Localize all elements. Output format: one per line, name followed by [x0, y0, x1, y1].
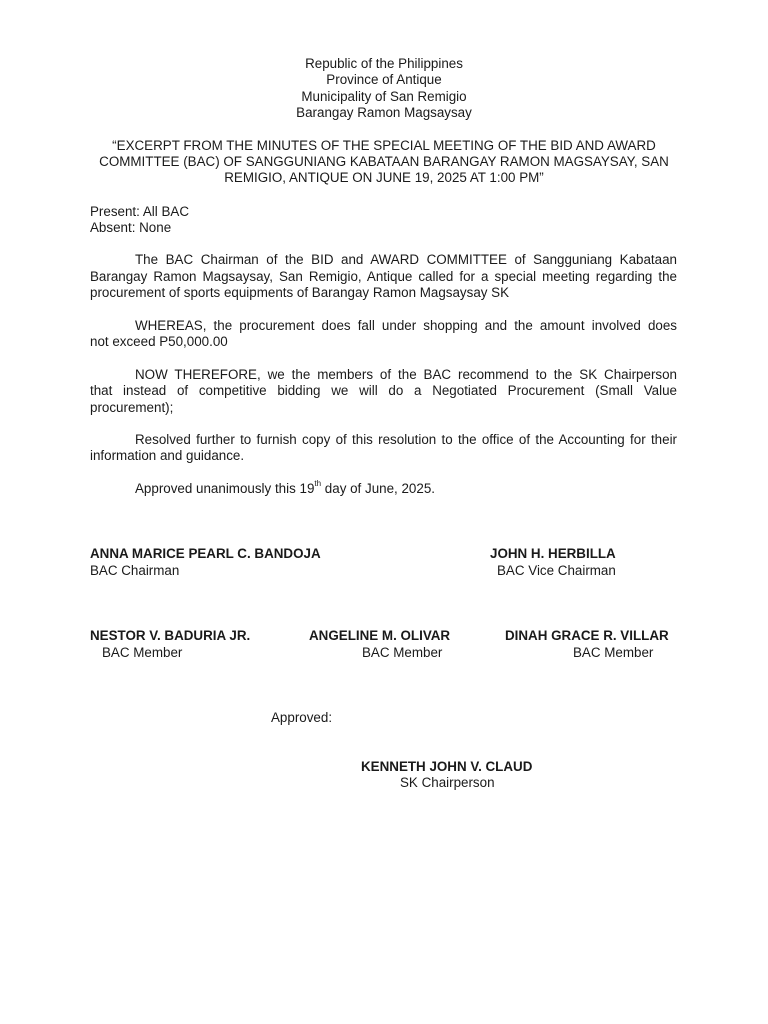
approval-date-text-end: day of June, 2025. [321, 481, 435, 496]
vice-chairman-name: JOHN H. HERBILLA [490, 546, 616, 561]
paragraph-3-line-3: procurement); [90, 400, 174, 415]
paragraph-1-line-1: The BAC Chairman of the BID and AWARD COMMITTEE of Sangguniang Kabataan [135, 252, 677, 267]
paragraph-4-line-2: information and guidance. [90, 448, 245, 463]
vice-chairman-title: BAC Vice Chairman [497, 563, 616, 578]
approved-label: Approved: [271, 710, 333, 725]
member-2-title: BAC Member [362, 645, 443, 660]
paragraph-2-line-2: not exceed P50,000.00 [90, 334, 228, 349]
paragraph-4-line-1: Resolved further to furnish copy of this resolution to the office of the Accounting for their [135, 432, 677, 447]
paragraph-3-line-2: that instead of competitive bidding we will do a Negotiated Procurement (Small Value [90, 383, 677, 398]
paragraph-1-line-2: Barangay Ramon Magsaysay, San Remigio, Antique called for a special meeting regarding the [90, 269, 677, 284]
approval-date-ordinal: th [314, 479, 322, 488]
header-municipality: Municipality of San Remigio [301, 89, 467, 104]
header-republic: Republic of the Philippines [305, 56, 463, 71]
paragraph-1-line-3: procurement of sports equipments of Barangay Ramon Magsaysay SK [90, 285, 510, 300]
member-3-title: BAC Member [573, 645, 654, 660]
sk-chairperson-title: SK Chairperson [400, 775, 495, 790]
present-line: Present: All BAC [90, 204, 189, 219]
sk-chairperson-name: KENNETH JOHN V. CLAUD [361, 759, 533, 774]
chairman-title: BAC Chairman [90, 563, 180, 578]
document-title-line-3: REMIGIO, ANTIQUE ON JUNE 19, 2025 AT 1:00 PM” [224, 170, 544, 185]
document-title-line-2: COMMITTEE (BAC) OF SANGGUNIANG KABATAAN BARANGAY RAMON MAGSAYSAY, SAN [99, 154, 669, 169]
approval-date-text: Approved unanimously this 19 [135, 481, 315, 496]
approval-date-line [135, 481, 435, 496]
paragraph-2-line-1: WHEREAS, the procurement does fall under shopping and the amount involved does [135, 318, 677, 333]
member-2-name: ANGELINE M. OLIVAR [309, 628, 451, 643]
member-3-name: DINAH GRACE R. VILLAR [505, 628, 669, 643]
paragraph-3-line-1: NOW THEREFORE, we the members of the BAC recommend to the SK Chairperson [135, 367, 677, 382]
header-barangay: Barangay Ramon Magsaysay [296, 105, 472, 120]
absent-line: Absent: None [90, 220, 172, 235]
chairman-name: ANNA MARICE PEARL C. BANDOJA [90, 546, 321, 561]
header-province: Province of Antique [326, 72, 442, 87]
member-1-name: NESTOR V. BADURIA JR. [90, 628, 251, 643]
member-1-title: BAC Member [102, 645, 183, 660]
document-title-line-1: “EXCERPT FROM THE MINUTES OF THE SPECIAL MEETING OF THE BID AND AWARD [112, 138, 656, 153]
